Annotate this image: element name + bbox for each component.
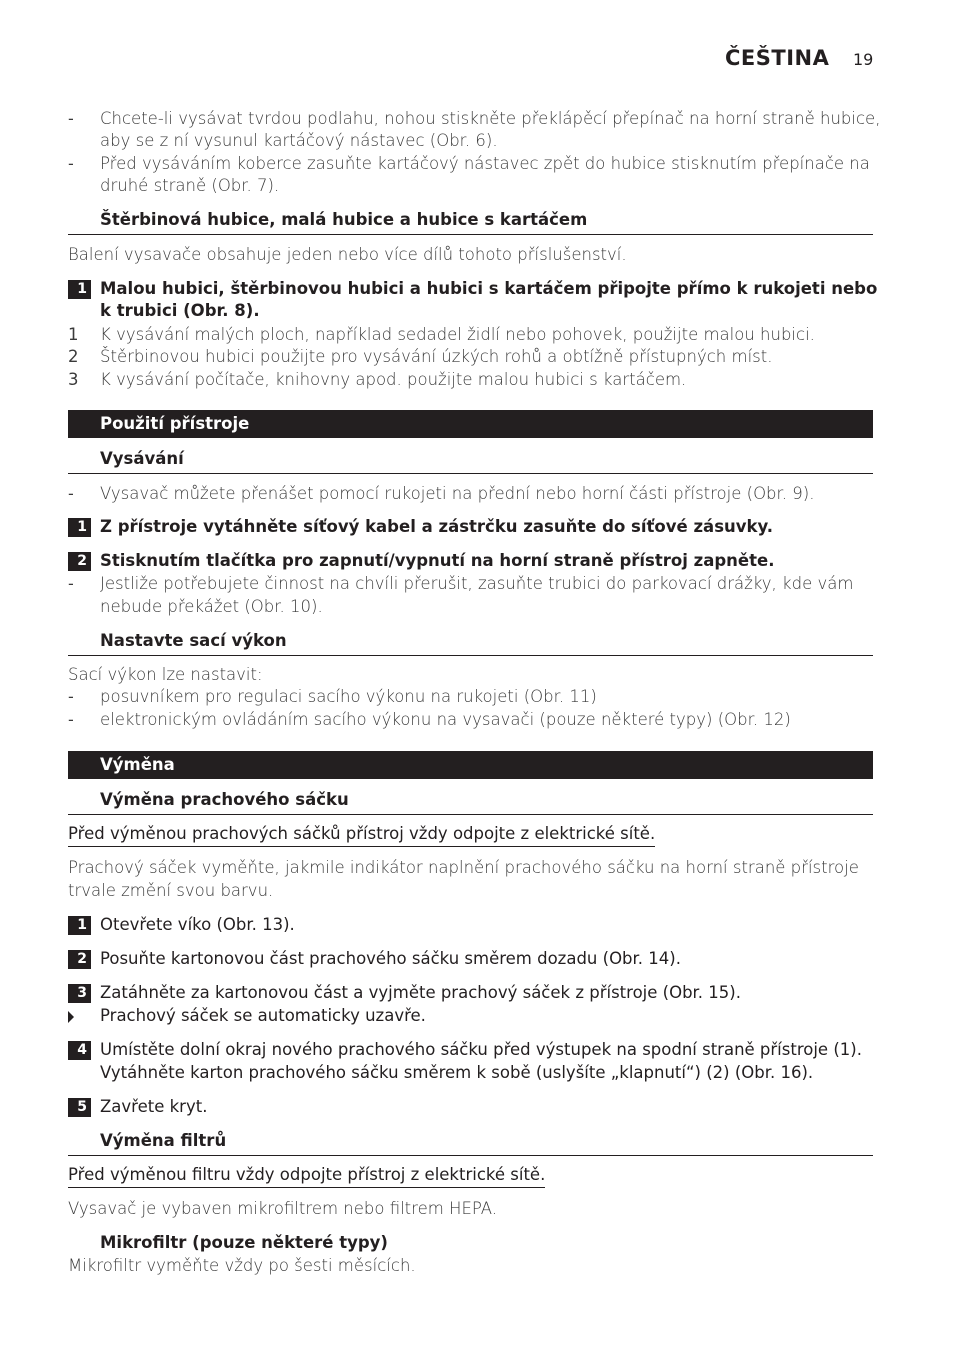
step-text: Z přístroje vytáhněte síťový kabel a zástrčku zasuňte do síťové zásuvky. [100, 517, 773, 536]
list-item: K vysávání počítače, knihovny apod. použijte malou hubici s kartáčem. [100, 370, 687, 389]
section-rule [68, 234, 873, 235]
section-bar [68, 410, 873, 438]
bullet-text: Před vysáváním koberce zasuňte kartáčový nástavec zpět do hubice stisknutím přepínače na [100, 154, 870, 173]
section-rule [68, 655, 873, 656]
paragraph: Sací výkon lze nastavit: [68, 665, 263, 684]
section-bar-title: Výměna [100, 755, 175, 774]
bullet-text: Vysavač můžete přenášet pomocí rukojeti na přední nebo horní části přístroje (Obr. 9). [100, 484, 815, 503]
step-text: Posuňte kartonovou část prachového sáčku směrem dozadu (Obr. 14). [100, 949, 681, 968]
paragraph: Mikrofiltr vyměňte vždy po šesti měsících. [68, 1256, 416, 1275]
bullet-dash: - [68, 710, 74, 729]
bullet-text: nebude překážet (Obr. 10). [100, 597, 323, 616]
step-number-badge: 2 [68, 950, 91, 969]
paragraph: Vysavač je vybaven mikrofiltrem nebo filtrem HEPA. [68, 1199, 498, 1218]
bullet-text: elektronickým ovládáním sacího výkonu na vysavači (pouze některé typy) (Obr. 12) [100, 710, 791, 729]
warning-text: Před výměnou filtru vždy odpojte přístroj z elektrické sítě. [68, 1164, 545, 1188]
list-item: K vysávání malých ploch, například sedadel židlí nebo pohovek, použijte malou hubici. [100, 325, 815, 344]
subsection-heading: Nastavte sací výkon [100, 631, 287, 650]
step-text: Umístěte dolní okraj nového prachového sáčku před výstupek na spodní straně přístroje (1). [100, 1040, 862, 1059]
step-text: Malou hubici, štěrbinovou hubici a hubici s kartáčem připojte přímo k rukojeti nebo [100, 279, 878, 298]
subsection-heading: Výměna prachového sáčku [100, 790, 349, 809]
bullet-text: druhé straně (Obr. 7). [100, 176, 280, 195]
bullet-dash: - [68, 109, 74, 128]
list-number: 1 [68, 325, 79, 344]
language-title: ČEŠTINA [725, 46, 830, 70]
result-text: Prachový sáček se automaticky uzavře. [100, 1006, 426, 1025]
page-number: 19 [853, 50, 874, 69]
section-rule [68, 814, 873, 815]
step-number-badge: 1 [68, 280, 91, 299]
step-text: k trubici (Obr. 8). [100, 301, 260, 320]
bullet-text: Jestliže potřebujete činnost na chvíli přerušit, zasuňte trubici do parkovací drážky, kde vám [100, 574, 854, 593]
bullet-dash: - [68, 484, 74, 503]
step-number-badge: 3 [68, 984, 91, 1003]
step-text: Zatáhněte za kartonovou část a vyjměte prachový sáček z přístroje (Obr. 15). [100, 983, 741, 1002]
paragraph: trvale změní svou barvu. [68, 881, 274, 900]
result-arrow-icon [68, 1011, 74, 1023]
step-text: Stisknutím tlačítka pro zapnutí/vypnutí na horní straně přístroj zapněte. [100, 551, 775, 570]
step-number-badge: 2 [68, 552, 91, 571]
bullet-text: Chcete-li vysávat tvrdou podlahu, nohou stiskněte překlápěcí přepínač na horní straně hubice, [100, 109, 881, 128]
subsection-heading: Mikrofiltr (pouze některé typy) [100, 1233, 388, 1252]
section-rule [68, 1155, 873, 1156]
bullet-dash: - [68, 154, 74, 173]
step-text: Zavřete kryt. [100, 1097, 208, 1116]
paragraph: Balení vysavače obsahuje jeden nebo více dílů tohoto příslušenství. [68, 245, 627, 264]
step-text: Otevřete víko (Obr. 13). [100, 915, 295, 934]
list-item: Štěrbinovou hubici použijte pro vysávání úzkých rohů a obtížně přístupných míst. [100, 347, 773, 366]
list-number: 3 [68, 370, 79, 389]
step-number-badge: 1 [68, 916, 91, 935]
section-rule [68, 473, 873, 474]
bullet-dash: - [68, 687, 74, 706]
step-number-badge: 4 [68, 1041, 91, 1060]
bullet-text: aby se z ní vysunul kartáčový nástavec (Obr. 6). [100, 131, 498, 150]
section-bar [68, 751, 873, 779]
step-number-badge: 5 [68, 1098, 91, 1117]
list-number: 2 [68, 347, 79, 366]
section-heading: Štěrbinová hubice, malá hubice a hubice s kartáčem [100, 210, 588, 229]
bullet-dash: - [68, 574, 74, 593]
paragraph: Prachový sáček vyměňte, jakmile indikátor naplnění prachového sáčku na horní straně přístroje [68, 858, 859, 877]
warning-text: Před výměnou prachových sáčků přístroj vždy odpojte z elektrické sítě. [68, 823, 655, 847]
section-bar-title: Použití přístroje [100, 414, 250, 433]
subsection-heading: Výměna filtrů [100, 1131, 227, 1150]
step-text: Vytáhněte karton prachového sáčku směrem k sobě (uslyšíte „klapnutí“) (2) (Obr. 16). [100, 1063, 814, 1082]
step-number-badge: 1 [68, 518, 91, 537]
bullet-text: posuvníkem pro regulaci sacího výkonu na rukojeti (Obr. 11) [100, 687, 597, 706]
subsection-heading: Vysávání [100, 449, 184, 468]
